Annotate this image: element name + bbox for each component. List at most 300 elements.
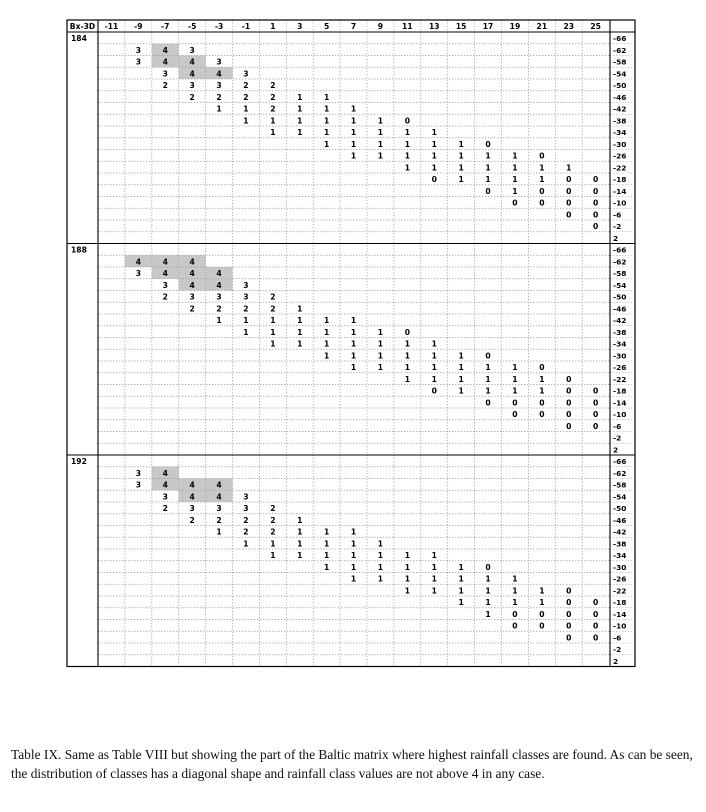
row-label: -14 [613,186,627,196]
cell-value: 0 [593,210,599,220]
cell-value: 2 [270,81,276,90]
cell-value: 1 [404,151,410,161]
row-label: -38 [613,327,627,337]
cell-value: 1 [377,151,384,161]
row-label: -66 [613,34,627,43]
row-label: -18 [613,175,627,184]
cell-value: 4 [189,280,195,290]
cell-value: 1 [458,586,464,596]
cell-value: 2 [162,504,168,513]
cell-value: 0 [593,633,599,643]
cell-value: 0 [512,609,518,619]
cell-value: 1 [297,539,303,549]
cell-value: 0 [539,621,545,631]
cell-value: 1 [324,551,330,560]
cell-value: 1 [431,163,437,173]
column-header: 3 [297,22,303,31]
cell-value: 1 [297,104,303,114]
cell-value: 1 [350,574,357,584]
cell-value: 0 [485,186,491,196]
cell-value: 1 [377,116,384,126]
cell-value: 1 [377,363,384,372]
cell-value: 0 [566,598,572,607]
column-header: -3 [214,22,224,31]
cell-value: 2 [270,527,276,537]
cell-value: 1 [485,574,491,584]
cell-value: 1 [297,339,303,349]
cell-value: 3 [243,69,249,79]
cell-value: 1 [458,363,464,372]
cell-value: 4 [135,257,141,267]
cell-value: 3 [243,292,249,302]
cell-value: 1 [485,586,491,596]
cell-value: 0 [566,398,572,408]
row-label: -6 [613,210,622,220]
row-label: -62 [613,257,627,267]
cell-value: 1 [350,327,357,337]
cell-value: 1 [512,363,518,372]
cell-value: 1 [297,551,303,560]
cell-value: 1 [404,163,410,173]
cell-value: 1 [377,327,384,337]
row-label: -18 [613,598,627,607]
cell-value: 2 [243,92,249,102]
cell-value: 0 [539,151,545,161]
cell-value: 3 [216,57,222,67]
cell-value: 1 [324,139,330,149]
cell-value: 1 [377,339,384,349]
cell-value: 3 [216,81,222,90]
cell-value: 1 [350,339,357,349]
cell-value: 1 [431,363,437,372]
cell-value: 1 [350,562,357,572]
row-label: -30 [613,562,627,572]
cell-value: 0 [539,398,545,408]
row-label: -30 [613,351,627,361]
cell-value: 3 [162,280,168,290]
cell-value: 1 [458,574,464,584]
cell-value: 0 [485,351,491,361]
row-label: -2 [613,222,622,231]
row-label: 2 [613,656,619,666]
cell-value: 1 [458,151,464,161]
row-label: -26 [613,363,627,372]
cell-value: 1 [431,139,437,149]
cell-value: 2 [243,527,249,537]
cell-value: 1 [404,374,410,384]
row-label: -42 [613,316,627,325]
cell-value: 1 [404,351,410,361]
row-label: -34 [613,128,627,137]
cell-value: 1 [458,374,464,384]
cell-value: 4 [189,257,195,267]
cell-value: 1 [431,128,437,137]
cell-value: 1 [270,551,276,560]
cell-value: 2 [270,92,276,102]
row-label: -6 [613,421,622,431]
cell-value: 0 [404,327,410,337]
row-label: -50 [613,504,627,513]
column-header: 15 [455,22,467,31]
cell-value: 1 [350,551,357,560]
cell-value: 1 [377,351,384,361]
cell-value: 3 [243,492,249,502]
cell-value: 0 [539,186,545,196]
cell-value: 0 [485,562,491,572]
cell-value: 1 [458,351,464,361]
row-label: -26 [613,574,627,584]
cell-value: 3 [189,81,195,90]
cell-value: 1 [404,128,410,137]
cell-value: 0 [539,198,545,208]
cell-value: 1 [297,316,303,325]
cell-value: 0 [485,398,491,408]
row-label: -46 [613,515,627,525]
cell-value: 2 [162,292,168,302]
column-header: 7 [350,22,357,31]
cell-value: 0 [593,609,599,619]
cell-value: 4 [216,69,222,79]
row-label: -50 [613,292,627,302]
cell-value: 1 [270,327,276,337]
cell-value: 2 [270,504,276,513]
cell-value: 1 [350,363,357,372]
row-label: -34 [613,339,627,349]
row-label: -10 [613,198,627,208]
cell-value: 0 [431,386,437,396]
row-label: -2 [613,433,622,443]
column-header: 25 [590,22,601,31]
row-label: -30 [613,139,627,149]
cell-value: 3 [162,492,168,502]
cell-value: 1 [270,116,276,126]
cell-value: 0 [512,398,518,408]
cell-value: 1 [485,363,491,372]
cell-value: 1 [458,562,464,572]
cell-value: 0 [566,198,572,208]
cell-value: 1 [243,539,249,549]
cell-value: 1 [270,339,276,349]
cell-value: 1 [350,104,357,114]
row-label: -26 [613,151,627,161]
cell-value: 2 [243,304,249,314]
cell-value: 1 [431,339,437,349]
cell-value: 2 [270,304,276,314]
row-label: -6 [613,633,622,643]
cell-value: 1 [539,175,545,184]
cell-value: 0 [593,621,599,631]
cell-value: 1 [512,175,518,184]
row-label: -34 [613,551,627,560]
row-label: 2 [613,233,619,243]
cell-value: 1 [539,163,545,173]
cell-value: 3 [135,269,141,278]
column-header: 23 [563,22,575,31]
cell-value: 1 [431,374,437,384]
cell-value: 1 [350,128,357,137]
cell-value: 4 [189,57,195,67]
cell-value: 1 [512,586,518,596]
cell-value: 1 [243,104,249,114]
cell-value: 0 [593,398,599,408]
cell-value: 0 [593,198,599,208]
cell-value: 1 [350,351,357,361]
cell-value: 0 [485,139,491,149]
row-label: -14 [613,398,627,408]
cell-value: 0 [566,410,572,419]
cell-value: 1 [512,386,518,396]
cell-value: 0 [566,210,572,220]
cell-value: 1 [243,116,249,126]
column-header: 19 [509,22,521,31]
cell-value: 4 [189,480,195,490]
cell-value: 1 [512,151,518,161]
cell-value: 1 [431,551,437,560]
cell-value: 1 [431,586,437,596]
cell-value: 0 [431,175,437,184]
row-label: -22 [613,163,627,173]
cell-value: 1 [350,527,357,537]
cell-value: 2 [216,304,222,314]
cell-value: 0 [512,410,518,419]
cell-value: 0 [566,421,572,431]
cell-value: 1 [539,586,545,596]
cell-value: 0 [593,386,599,396]
cell-value: 1 [297,527,303,537]
cell-value: 3 [189,292,195,302]
cell-value: 1 [485,609,491,619]
cell-value: 0 [593,175,599,184]
cell-value: 1 [216,316,222,325]
cell-value: 0 [566,374,572,384]
cell-value: 3 [162,69,168,79]
cell-value: 4 [162,57,168,67]
cell-value: 1 [324,116,330,126]
row-label: -38 [613,116,627,126]
cell-value: 0 [593,222,599,231]
cell-value: 1 [512,186,518,196]
cell-value: 1 [431,562,437,572]
cell-value: 1 [324,562,330,572]
row-label: -22 [613,586,627,596]
cell-value: 3 [189,504,195,513]
cell-value: 0 [566,609,572,619]
column-header: -7 [161,22,170,31]
cell-value: 0 [512,621,518,631]
cell-value: 1 [566,163,572,173]
cell-value: 1 [485,386,491,396]
cell-value: 1 [350,316,357,325]
cell-value: 3 [135,468,141,478]
row-label: -14 [613,609,627,619]
cell-value: 1 [350,116,357,126]
cell-value: 0 [539,609,545,619]
cell-value: 1 [243,316,249,325]
cell-value: 4 [162,257,168,267]
block-label: 184 [71,34,87,43]
column-header: 11 [402,22,413,31]
cell-value: 1 [270,128,276,137]
cell-value: 0 [593,410,599,419]
column-header: 1 [270,22,276,31]
row-label: -58 [613,480,627,490]
cell-value: 0 [404,116,410,126]
cell-value: 0 [593,421,599,431]
cell-value: 1 [512,598,518,607]
cell-value: 4 [216,269,222,278]
cell-value: 4 [216,492,222,502]
column-header: -11 [104,22,119,31]
column-header: 17 [482,22,494,31]
cell-value: 1 [297,92,303,102]
cell-value: 2 [243,515,249,525]
cell-value: 1 [297,327,303,337]
column-header: 21 [536,22,548,31]
cell-value: 0 [566,633,572,643]
cell-value: 1 [404,139,410,149]
corner-label: Bx-3D [69,22,96,31]
cell-value: 1 [377,551,384,560]
cell-value: 1 [404,574,410,584]
cell-value: 1 [324,92,330,102]
cell-value: 3 [216,504,222,513]
cell-value: 1 [404,339,410,349]
cell-value: 1 [404,586,410,596]
cell-value: 1 [324,527,330,537]
cell-value: 1 [350,151,357,161]
cell-value: 1 [324,351,330,361]
cell-value: 4 [189,69,195,79]
row-label: -2 [613,645,622,654]
row-label: -58 [613,269,627,278]
row-label: -66 [613,457,627,466]
cell-value: 1 [539,598,545,607]
cell-value: 1 [377,128,384,137]
cell-value: 0 [566,386,572,396]
cell-value: 2 [216,92,222,102]
cell-value: 1 [243,327,249,337]
cell-value: 4 [216,480,222,490]
cell-value: 1 [431,151,437,161]
cell-value: 1 [431,574,437,584]
row-label: -62 [613,468,627,478]
cell-value: 1 [324,339,330,349]
cell-value: 2 [270,515,276,525]
row-label: -50 [613,81,627,90]
cell-value: 1 [512,574,518,584]
cell-value: 1 [377,539,384,549]
row-label: -54 [613,492,627,502]
cell-value: 0 [539,410,545,419]
cell-value: 1 [350,139,357,149]
cell-value: 0 [566,186,572,196]
cell-value: 1 [539,374,545,384]
row-label: -62 [613,45,627,55]
cell-value: 4 [162,269,168,278]
cell-value: 2 [189,304,195,314]
cell-value: 1 [297,304,303,314]
cell-value: 1 [458,598,464,607]
cell-value: 2 [243,81,249,90]
cell-value: 1 [324,104,330,114]
row-label: -38 [613,539,627,549]
cell-value: 1 [324,316,330,325]
column-header: -5 [187,22,197,31]
row-label: -18 [613,386,627,396]
row-label: -58 [613,57,627,67]
cell-value: 1 [377,574,384,584]
table-caption: Table IX. Same as Table VIII but showing the part of the Baltic matrix where highest rainfall classes are found. As can be seen, the distribution of classes has a diagonal shape and rainfall class values are not above 4 in any case. [11,747,693,781]
cell-value: 1 [404,562,410,572]
cell-value: 1 [458,386,464,396]
row-label: -54 [613,280,627,290]
row-label: -22 [613,374,627,384]
cell-value: 2 [216,515,222,525]
row-label: -10 [613,410,627,419]
row-label: 2 [613,445,619,455]
block-label: 192 [71,457,87,466]
cell-value: 1 [458,139,464,149]
cell-value: 2 [189,92,195,102]
row-label: -46 [613,92,627,102]
cell-value: 1 [270,539,276,549]
row-label: -10 [613,621,627,631]
cell-value: 0 [566,621,572,631]
cell-value: 1 [324,327,330,337]
cell-value: 1 [485,175,491,184]
cell-value: 1 [512,374,518,384]
cell-value: 1 [485,163,491,173]
cell-value: 1 [324,128,330,137]
column-header: -1 [241,22,251,31]
cell-value: 1 [297,116,303,126]
cell-value: 4 [216,280,222,290]
cell-value: 3 [216,292,222,302]
cell-value: 1 [539,386,545,396]
column-header: 5 [324,22,330,31]
cell-value: 3 [135,480,141,490]
cell-value: 3 [189,45,195,55]
cell-value: 1 [350,539,357,549]
cell-value: 2 [270,292,276,302]
cell-value: 1 [216,104,222,114]
cell-value: 0 [539,363,545,372]
row-label: -42 [613,527,627,537]
cell-value: 2 [189,515,195,525]
cell-value: 1 [512,163,518,173]
cell-value: 1 [485,151,491,161]
cell-value: 1 [404,551,410,560]
column-header: -9 [134,22,143,31]
cell-value: 4 [162,468,168,478]
cell-value: 0 [566,175,572,184]
cell-value: 3 [243,280,249,290]
cell-value: 1 [297,515,303,525]
cell-value: 0 [512,198,518,208]
cell-value: 3 [135,45,141,55]
cell-value: 4 [189,492,195,502]
cell-value: 3 [243,504,249,513]
cell-value: 4 [189,269,195,278]
cell-value: 1 [458,175,464,184]
cell-value: 1 [216,527,222,537]
cell-value: 1 [324,539,330,549]
cell-value: 0 [593,186,599,196]
cell-value: 1 [431,351,437,361]
cell-value: 0 [566,586,572,596]
cell-value: 4 [162,45,168,55]
row-label: -42 [613,104,627,114]
